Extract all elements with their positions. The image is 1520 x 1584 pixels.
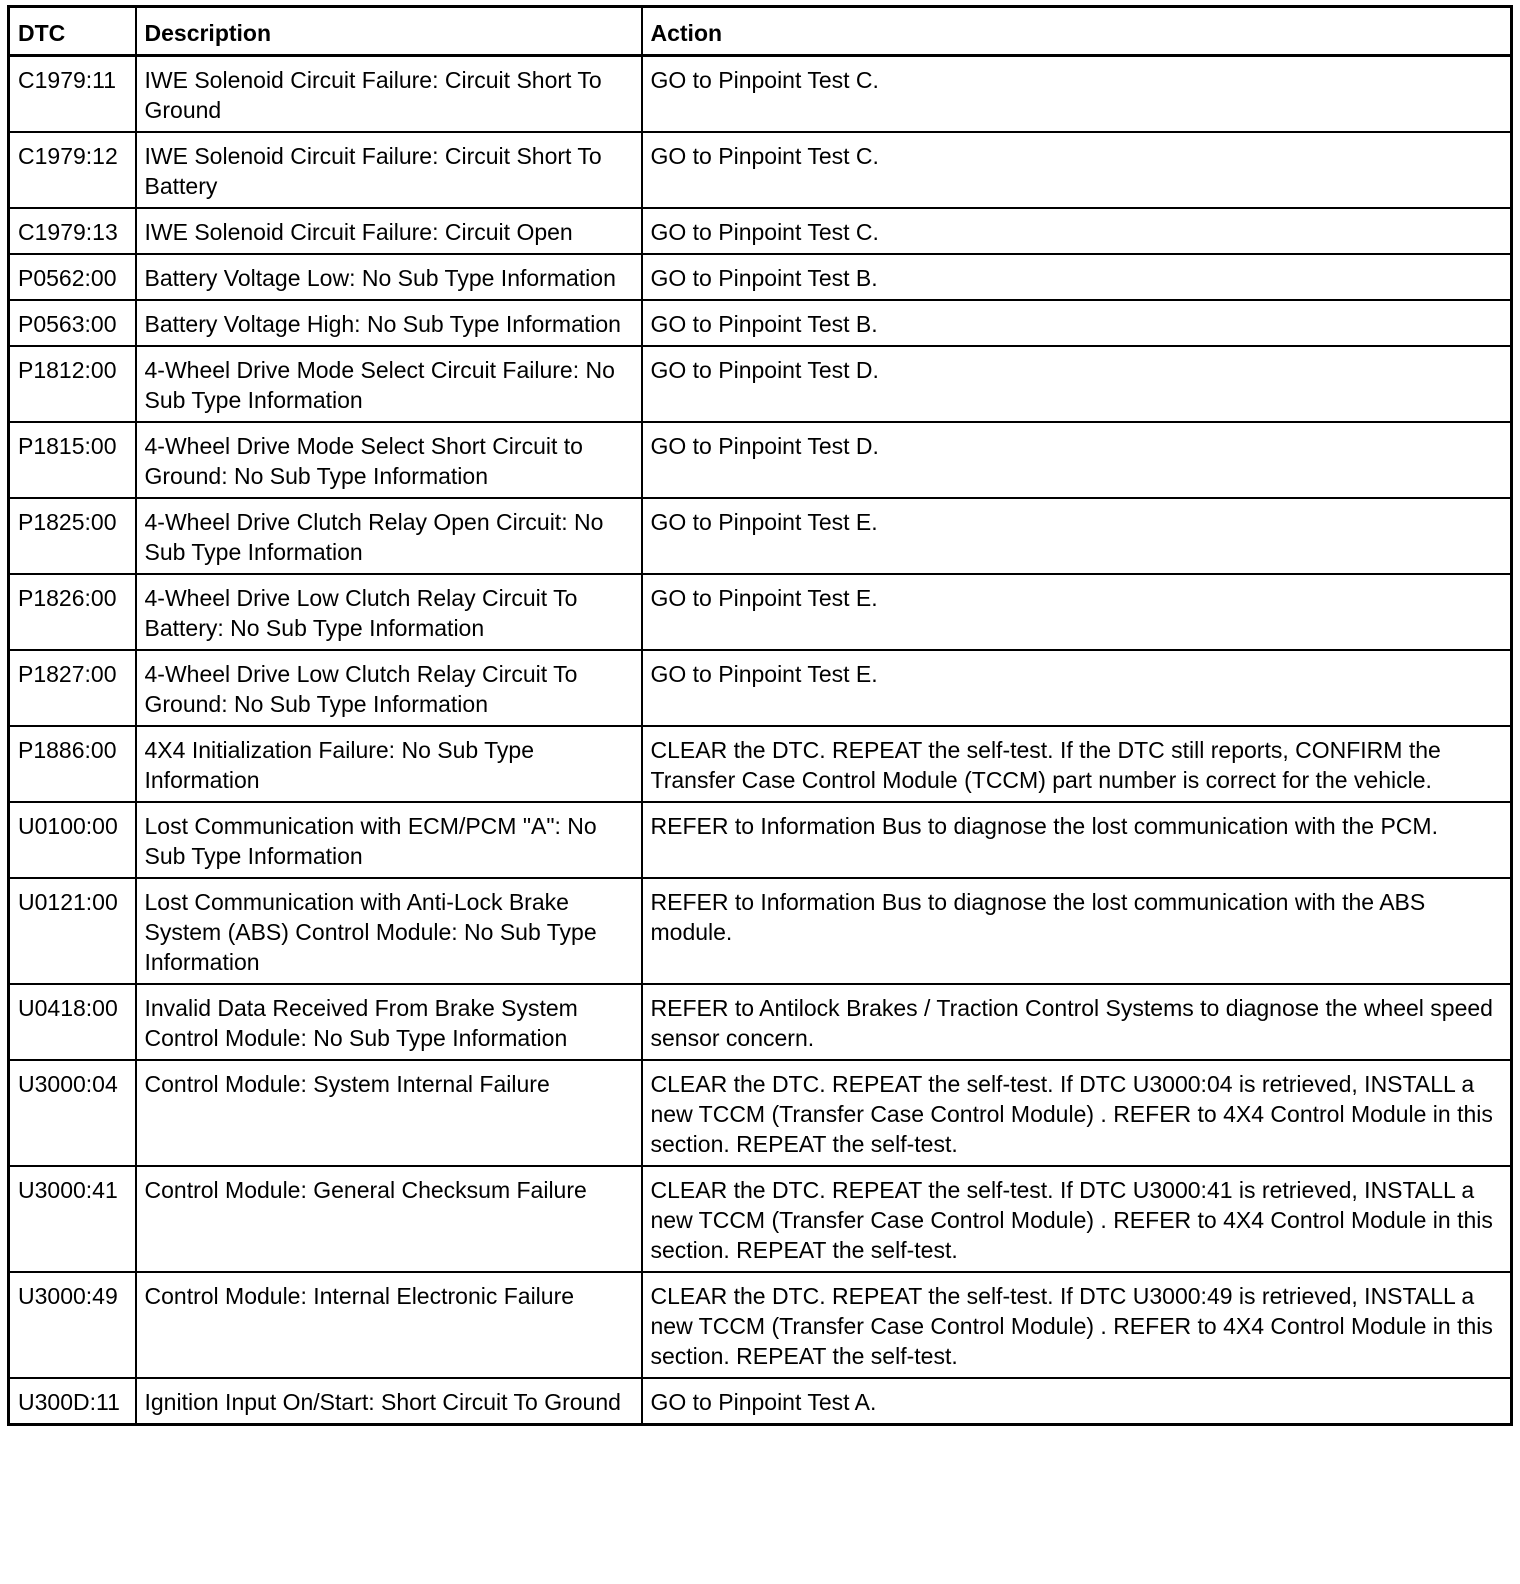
table-row bbox=[9, 132, 1512, 208]
cell-description: 4-Wheel Drive Low Clutch Relay Circuit To Ground: No Sub Type Information bbox=[136, 650, 642, 726]
table-row bbox=[9, 254, 1512, 300]
cell-dtc: U0418:00 bbox=[9, 984, 136, 1060]
header-description: Description bbox=[136, 7, 642, 56]
cell-dtc: P1825:00 bbox=[9, 498, 136, 574]
cell-description: Lost Communication with ECM/PCM "A": No Sub Type Information bbox=[136, 802, 642, 878]
cell-description: Control Module: Internal Electronic Failure bbox=[136, 1272, 642, 1378]
cell-action: CLEAR the DTC. REPEAT the self-test. If DTC U3000:04 is retrieved, INSTALL a new TCCM (Transfer Case Control Module) . REFER to 4X4 Control Module in this section. REPEAT the self-test. bbox=[642, 1060, 1512, 1166]
cell-dtc: P1826:00 bbox=[9, 574, 136, 650]
cell-dtc: P1812:00 bbox=[9, 346, 136, 422]
table-row bbox=[9, 1166, 1512, 1272]
cell-description: IWE Solenoid Circuit Failure: Circuit Open bbox=[136, 208, 642, 254]
cell-description: 4-Wheel Drive Clutch Relay Open Circuit: No Sub Type Information bbox=[136, 498, 642, 574]
table-row bbox=[9, 984, 1512, 1060]
cell-dtc: U3000:41 bbox=[9, 1166, 136, 1272]
cell-dtc: P1815:00 bbox=[9, 422, 136, 498]
dtc-table bbox=[7, 5, 1513, 1426]
cell-action: CLEAR the DTC. REPEAT the self-test. If the DTC still reports, CONFIRM the Transfer Case Control Module (TCCM) part number is correct for the vehicle. bbox=[642, 726, 1512, 802]
cell-dtc: C1979:13 bbox=[9, 208, 136, 254]
cell-description: 4-Wheel Drive Mode Select Circuit Failure: No Sub Type Information bbox=[136, 346, 642, 422]
cell-action: CLEAR the DTC. REPEAT the self-test. If DTC U3000:49 is retrieved, INSTALL a new TCCM (Transfer Case Control Module) . REFER to 4X4 Control Module in this section. REPEAT the self-test. bbox=[642, 1272, 1512, 1378]
table-row bbox=[9, 1060, 1512, 1166]
header-action: Action bbox=[642, 7, 1512, 56]
cell-description: Invalid Data Received From Brake System Control Module: No Sub Type Information bbox=[136, 984, 642, 1060]
table-row bbox=[9, 1272, 1512, 1378]
table-row bbox=[9, 422, 1512, 498]
cell-description: Battery Voltage High: No Sub Type Information bbox=[136, 300, 642, 346]
cell-action: GO to Pinpoint Test B. bbox=[642, 254, 1512, 300]
cell-description: Control Module: General Checksum Failure bbox=[136, 1166, 642, 1272]
cell-action: GO to Pinpoint Test D. bbox=[642, 422, 1512, 498]
cell-dtc: P1886:00 bbox=[9, 726, 136, 802]
cell-description: Lost Communication with Anti-Lock Brake System (ABS) Control Module: No Sub Type Information bbox=[136, 878, 642, 984]
table-row bbox=[9, 300, 1512, 346]
cell-action: GO to Pinpoint Test C. bbox=[642, 132, 1512, 208]
cell-action: GO to Pinpoint Test C. bbox=[642, 208, 1512, 254]
cell-description: 4-Wheel Drive Low Clutch Relay Circuit To Battery: No Sub Type Information bbox=[136, 574, 642, 650]
cell-description: IWE Solenoid Circuit Failure: Circuit Short To Battery bbox=[136, 132, 642, 208]
cell-action: GO to Pinpoint Test A. bbox=[642, 1378, 1512, 1425]
cell-action: REFER to Antilock Brakes / Traction Control Systems to diagnose the wheel speed sensor concern. bbox=[642, 984, 1512, 1060]
table-row bbox=[9, 650, 1512, 726]
header-dtc: DTC bbox=[9, 7, 136, 56]
cell-dtc: U3000:04 bbox=[9, 1060, 136, 1166]
cell-action: GO to Pinpoint Test E. bbox=[642, 498, 1512, 574]
cell-dtc: U3000:49 bbox=[9, 1272, 136, 1378]
cell-dtc: U0121:00 bbox=[9, 878, 136, 984]
cell-action: REFER to Information Bus to diagnose the lost communication with the PCM. bbox=[642, 802, 1512, 878]
cell-description: Control Module: System Internal Failure bbox=[136, 1060, 642, 1166]
table-row bbox=[9, 498, 1512, 574]
cell-action: GO to Pinpoint Test E. bbox=[642, 574, 1512, 650]
cell-action: GO to Pinpoint Test E. bbox=[642, 650, 1512, 726]
cell-dtc: C1979:12 bbox=[9, 132, 136, 208]
cell-description: 4-Wheel Drive Mode Select Short Circuit to Ground: No Sub Type Information bbox=[136, 422, 642, 498]
cell-action: GO to Pinpoint Test C. bbox=[642, 56, 1512, 133]
cell-description: 4X4 Initialization Failure: No Sub Type Information bbox=[136, 726, 642, 802]
cell-dtc: P0563:00 bbox=[9, 300, 136, 346]
cell-action: GO to Pinpoint Test D. bbox=[642, 346, 1512, 422]
cell-dtc: P1827:00 bbox=[9, 650, 136, 726]
table-row bbox=[9, 208, 1512, 254]
cell-description: IWE Solenoid Circuit Failure: Circuit Short To Ground bbox=[136, 56, 642, 133]
header-row bbox=[9, 7, 1512, 56]
cell-action: REFER to Information Bus to diagnose the lost communication with the ABS module. bbox=[642, 878, 1512, 984]
table-row bbox=[9, 56, 1512, 133]
cell-dtc: P0562:00 bbox=[9, 254, 136, 300]
cell-description: Battery Voltage Low: No Sub Type Information bbox=[136, 254, 642, 300]
table-row bbox=[9, 726, 1512, 802]
table-row bbox=[9, 878, 1512, 984]
table-body bbox=[9, 56, 1512, 1425]
cell-action: CLEAR the DTC. REPEAT the self-test. If DTC U3000:41 is retrieved, INSTALL a new TCCM (Transfer Case Control Module) . REFER to 4X4 Control Module in this section. REPEAT the self-test. bbox=[642, 1166, 1512, 1272]
cell-dtc: U300D:11 bbox=[9, 1378, 136, 1425]
table-header bbox=[9, 7, 1512, 56]
table-row bbox=[9, 802, 1512, 878]
cell-dtc: C1979:11 bbox=[9, 56, 136, 133]
table-row bbox=[9, 1378, 1512, 1425]
table-row bbox=[9, 346, 1512, 422]
cell-description: Ignition Input On/Start: Short Circuit To Ground bbox=[136, 1378, 642, 1425]
cell-dtc: U0100:00 bbox=[9, 802, 136, 878]
cell-action: GO to Pinpoint Test B. bbox=[642, 300, 1512, 346]
table-row bbox=[9, 574, 1512, 650]
